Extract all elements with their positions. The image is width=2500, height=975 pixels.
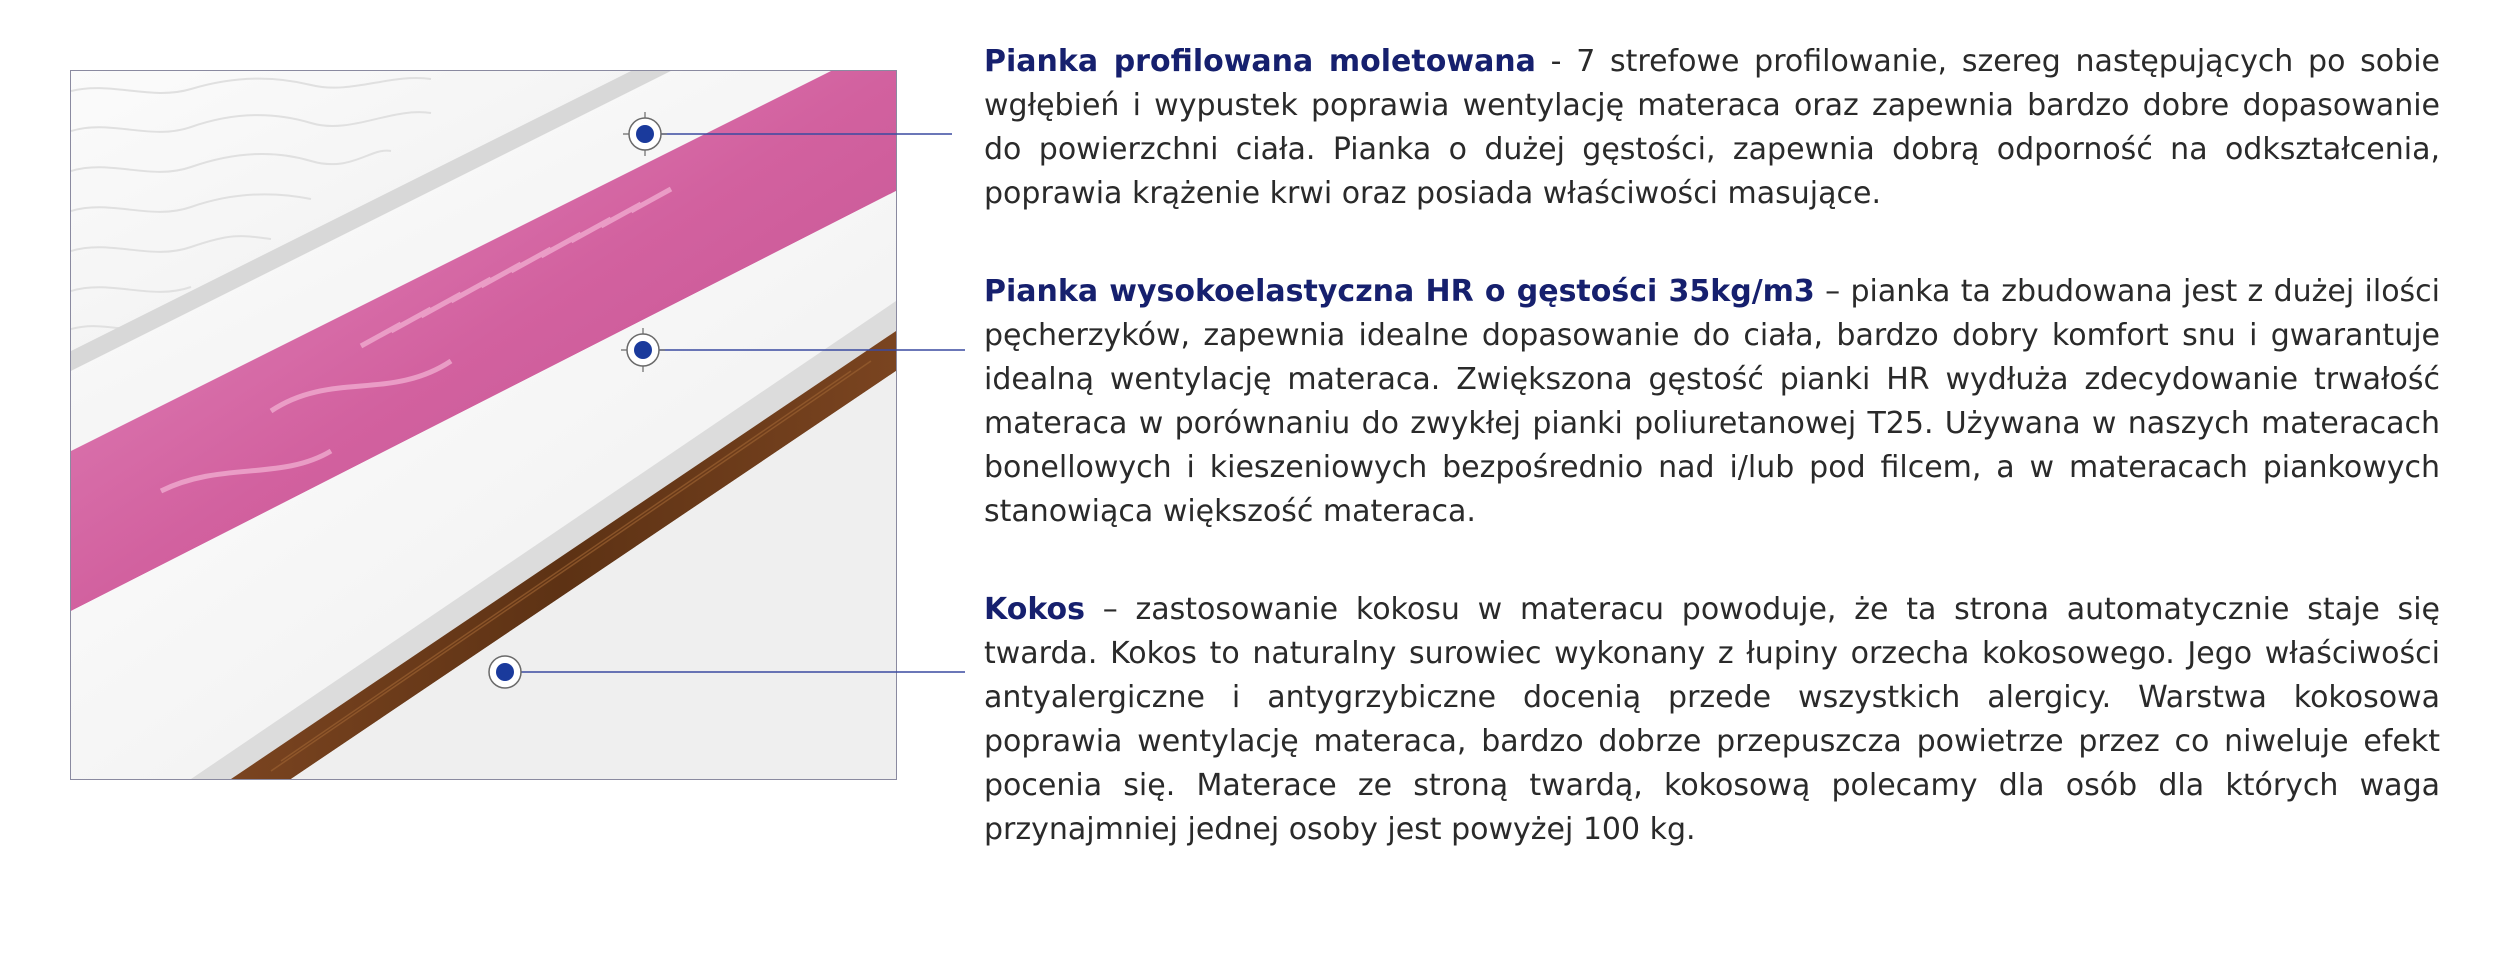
term-coconut: Kokos xyxy=(984,592,1085,627)
mattress-layers-illustration xyxy=(70,70,897,780)
layer-descriptions xyxy=(984,40,2440,906)
description-hr-foam xyxy=(984,270,2440,534)
description-coconut xyxy=(984,588,2440,852)
description-text: pianka ta zbudowana jest z dużej ilości pęcherzyków, zapewnia idealne dopasowanie do ciała, bardzo dobry komfort snu i gwarantuje idealną wentylację materaca. Zwiększona gęstość pianki HR wydłuża zdecydowanie trwałość materaca w porównaniu do zwykłej pianki poliuretanowej T25. Używana w naszych materacach bonellowych i kieszeniowych bezpośrednio nad i/lub pod filcem, a w materacach piankowych stanowiąca większość materaca. xyxy=(984,274,2441,529)
separator: - xyxy=(1535,44,1577,79)
separator: – xyxy=(1814,274,1851,309)
description-text: zastosowanie kokosu w materacu powoduje, że ta strona automatycznie staje się twarda. Kokos to naturalny surowiec wykonany z łupiny orzecha kokosowego. Jego właściwości antyalergiczne i antygrzybiczne docenią przede wszystkich alergicy. Warstwa kokosowa poprawia wentylację materaca, bardzo dobrze przepuszcza powietrze przez co niweluje efekt pocenia się. Materace ze stroną twardą, kokosową polecamy dla osób dla których waga przynajmniej jednej osoby jest powyżej 100 kg. xyxy=(984,592,2440,847)
separator: – xyxy=(1084,592,1136,627)
mattress-cross-section xyxy=(71,71,896,779)
term-hr-foam: Pianka wysokoelastyczna HR o gęstości 35kg/m3 xyxy=(984,274,1815,309)
term-profiled-foam: Pianka profilowana moletowana xyxy=(984,44,1536,79)
description-profiled-foam xyxy=(984,40,2440,216)
description-text: 7 strefowe profilowanie, szereg następujących po sobie wgłębień i wypustek poprawia wentylację materaca oraz zapewnia bardzo dobre dopasowanie do powierzchni ciała. Pianka o dużej gęstości, zapewnia dobrą odporność na odkształcenia, poprawia krążenie krwi oraz posiada właściwości masujące. xyxy=(984,44,2440,211)
